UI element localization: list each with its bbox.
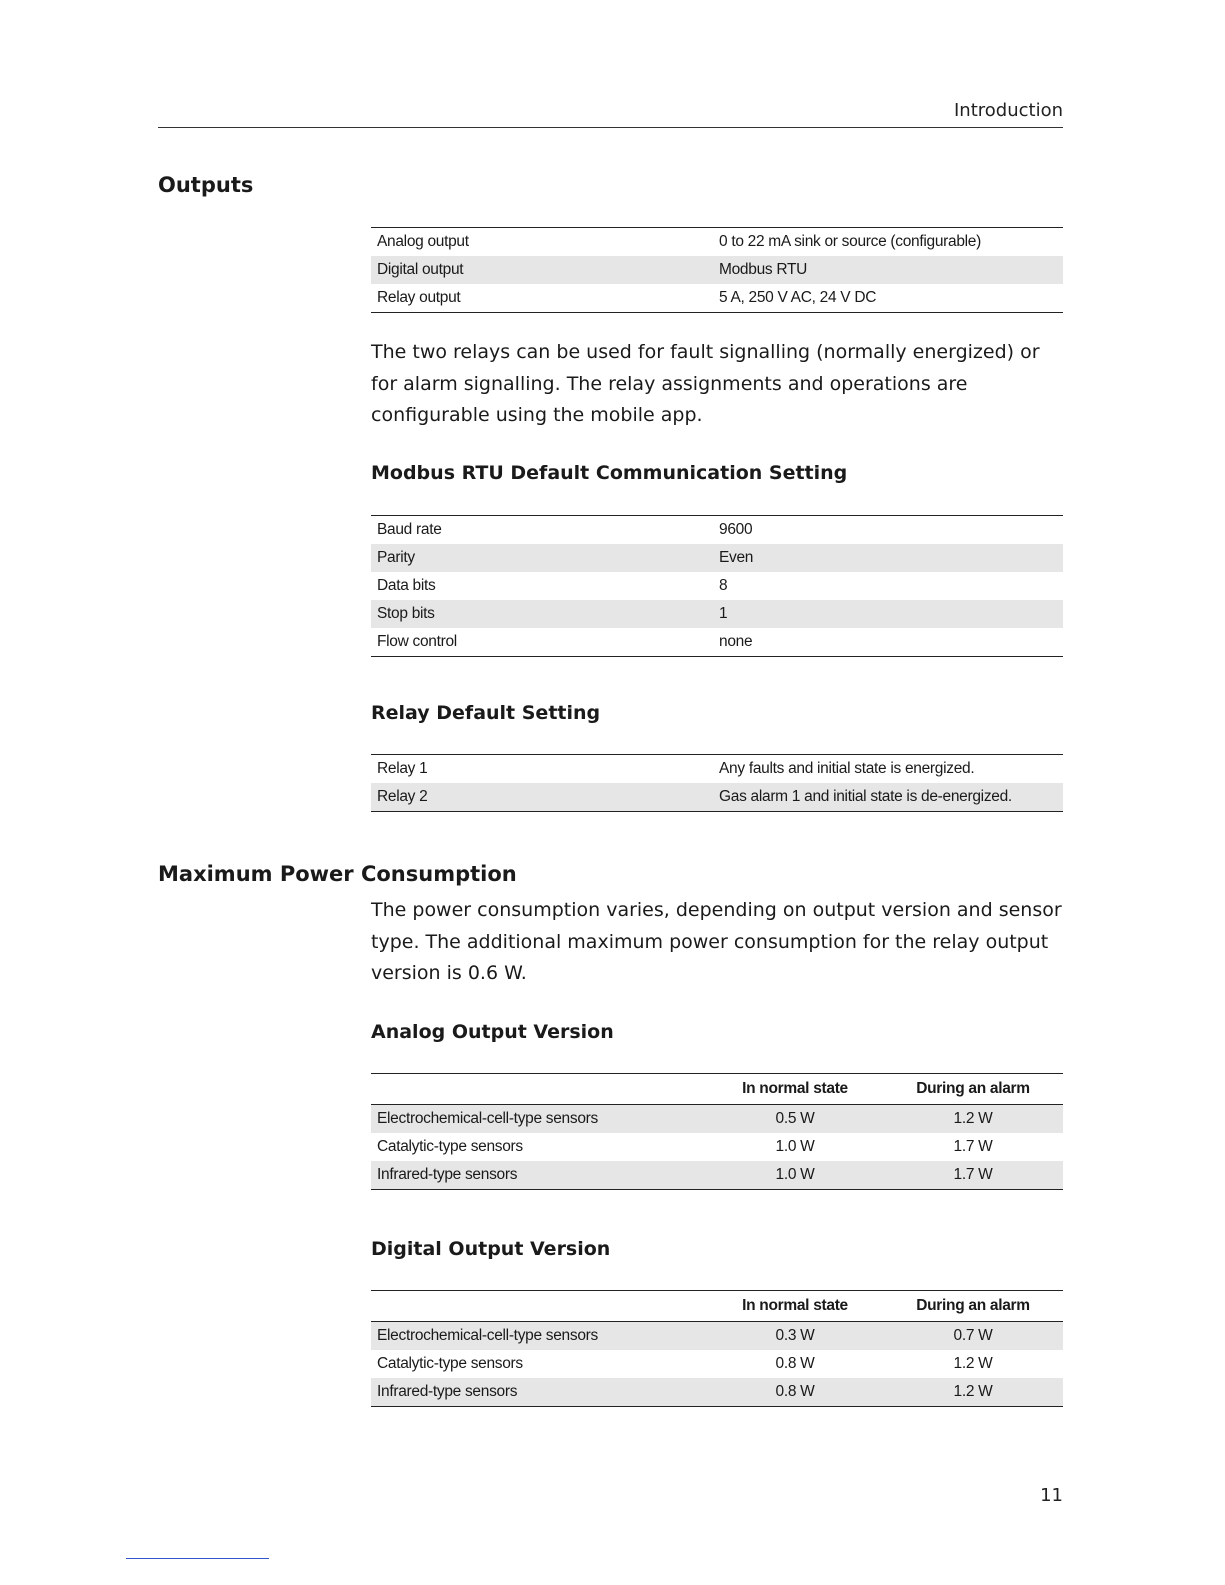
normal-value: 0.8 W [775,1355,815,1372]
table-row [371,600,1063,628]
header-rule [158,127,1063,128]
row-label: Relay 2 [371,783,713,812]
normal-value: 1.0 W [775,1138,815,1155]
outputs-heading: Outputs [158,173,254,197]
normal-value: 0.8 W [707,1378,883,1407]
row-label: Electrochemical-cell-type sensors [371,1105,707,1134]
alarm-value: 1.7 W [953,1138,993,1155]
modbus-heading: Modbus RTU Default Communication Setting [371,462,848,484]
row-value: none [719,633,753,650]
row-label: Analog output [377,233,469,250]
alarm-value: 1.2 W [953,1355,993,1372]
analog-version-heading: Analog Output Version [371,1021,614,1043]
table-row [371,1133,1063,1161]
row-label: Catalytic-type sensors [377,1355,523,1372]
alarm-value: 0.7 W [883,1322,1063,1351]
table-row [371,628,1063,657]
column-header: During an alarm [883,1074,1063,1105]
row-value: Even [713,544,1063,572]
table-row [371,1350,1063,1378]
outputs-table [371,227,1063,313]
row-value: Any faults and initial state is energized. [719,760,975,777]
row-label: Flow control [377,633,457,650]
table-header-row [371,1074,1063,1105]
row-label: Baud rate [377,521,442,538]
row-value: 1 [713,600,1063,628]
normal-value: 0.5 W [707,1105,883,1134]
column-header: In normal state [707,1291,883,1322]
normal-value: 0.3 W [707,1322,883,1351]
column-header [371,1074,707,1105]
row-label: Relay output [377,289,461,306]
table-row [371,572,1063,600]
row-value: 9600 [719,521,753,538]
table-row [371,1378,1063,1407]
table-row [371,755,1063,784]
alarm-value: 1.2 W [883,1105,1063,1134]
column-header: During an alarm [883,1291,1063,1322]
row-value: Gas alarm 1 and initial state is de-energized. [713,783,1063,812]
table-row [371,783,1063,812]
relay-default-table [371,754,1063,812]
column-header: In normal state [707,1074,883,1105]
row-label: Parity [371,544,713,572]
row-label: Data bits [377,577,436,594]
normal-value: 1.0 W [707,1161,883,1190]
alarm-value: 1.7 W [883,1161,1063,1190]
row-label: Catalytic-type sensors [377,1138,523,1155]
relay-default-heading: Relay Default Setting [371,702,601,724]
row-value: Modbus RTU [713,256,1063,284]
row-label: Relay 1 [377,760,428,777]
table-header-row [371,1291,1063,1322]
row-label: Digital output [371,256,713,284]
row-label: Stop bits [371,600,713,628]
row-label: Infrared-type sensors [371,1161,707,1190]
relay-paragraph: The two relays can be used for fault signalling (normally energized) or for alarm signalling. The relay assignments and operations are configurable using the mobile app. [371,341,1040,426]
table-row [371,544,1063,572]
table-row [371,1105,1063,1134]
row-value: 5 A, 250 V AC, 24 V DC [719,289,877,306]
table-row [371,284,1063,313]
power-heading: Maximum Power Consumption [158,862,517,886]
footnote-rule [126,1558,269,1559]
page-number: 11 [1040,1485,1063,1506]
table-row [371,516,1063,545]
row-label: Electrochemical-cell-type sensors [371,1322,707,1351]
running-header: Introduction [953,100,1063,121]
row-value: 0 to 22 mA sink or source (configurable) [719,233,981,250]
modbus-table [371,515,1063,657]
table-row [371,1161,1063,1190]
table-row [371,228,1063,257]
row-value: 8 [719,577,728,594]
table-row [371,1322,1063,1351]
digital-power-table [371,1290,1063,1407]
analog-power-table [371,1073,1063,1190]
alarm-value: 1.2 W [883,1378,1063,1407]
power-paragraph: The power consumption varies, depending on output version and sensor type. The additional maximum power consumption for the relay output version is 0.6 W. [371,899,1062,984]
column-header [371,1291,707,1322]
table-row [371,256,1063,284]
row-label: Infrared-type sensors [371,1378,707,1407]
digital-version-heading: Digital Output Version [371,1238,611,1260]
